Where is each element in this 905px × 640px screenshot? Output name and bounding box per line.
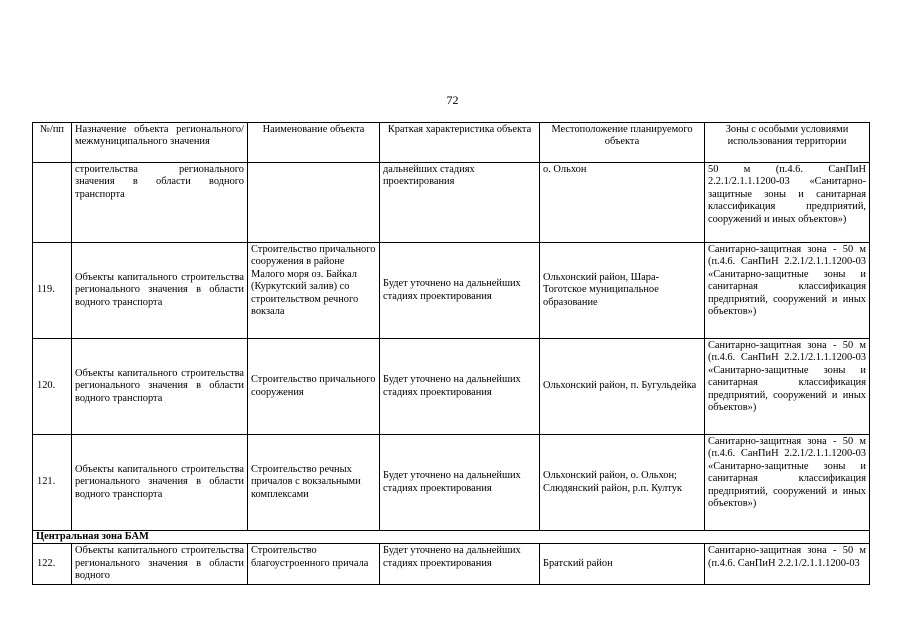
header-num: №/пп xyxy=(33,123,72,163)
cell-brief: дальнейших стадиях проектирования xyxy=(380,163,540,243)
cell-num: 119. xyxy=(33,243,72,339)
header-brief: Краткая характеристика объекта xyxy=(380,123,540,163)
cell-name: Строительство причального сооружения в районе Малого моря оз. Байкал (Куркутский залив) со строительством речного вокзала xyxy=(248,243,380,339)
cell-purpose: Объекты капитального строительства регионального значения в области водного транспорта xyxy=(72,435,248,531)
cell-num xyxy=(33,163,72,243)
table-row xyxy=(33,544,870,584)
cell-purpose: строительства регионального значения в области водного транспорта xyxy=(72,163,248,243)
table-row xyxy=(33,339,870,435)
cell-num: 120. xyxy=(33,339,72,435)
cell-brief: Будет уточнено на дальнейших стадиях проектирования xyxy=(380,544,540,584)
cell-name: Строительство благоустроенного причала xyxy=(248,544,380,584)
cell-name: Строительство причального сооружения xyxy=(248,339,380,435)
cell-brief: Будет уточнено на дальнейших стадиях проектирования xyxy=(380,435,540,531)
cell-location: Братский район xyxy=(540,544,705,584)
header-location: Местоположение планируемого объекта xyxy=(540,123,705,163)
cell-location: Ольхонский район, о. Ольхон; Слюдянский район, р.п. Култук xyxy=(540,435,705,531)
section-title: Центральная зона БАМ xyxy=(33,531,870,544)
cell-num: 121. xyxy=(33,435,72,531)
objects-table xyxy=(32,122,870,585)
header-name: Наименование объекта xyxy=(248,123,380,163)
cell-purpose: Объекты капитального строительства регионального значения в области водного транспорта xyxy=(72,339,248,435)
section-row xyxy=(33,531,870,544)
cell-location: Ольхонский район, Шара-Тоготское муниципальное образование xyxy=(540,243,705,339)
cell-brief: Будет уточнено на дальнейших стадиях проектирования xyxy=(380,243,540,339)
cell-zones: Санитарно-защитная зона - 50 м (п.4.6. СанПиН 2.2.1/2.1.1.1200-03 «Санитарно-защитные зоны и санитарная классификация предприятий, сооружений и иных объектов») xyxy=(705,435,870,531)
table-header-row xyxy=(33,123,870,163)
cell-zones: 50 м (п.4.6. СанПиН 2.2.1/2.1.1.1200-03 «Санитарно-защитные зоны и санитарная классификация предприятий, сооружений и иных объектов») xyxy=(705,163,870,243)
cell-location: Ольхонский район, п. Бугульдейка xyxy=(540,339,705,435)
cell-purpose: Объекты капитального строительства регионального значения в области водного xyxy=(72,544,248,584)
cell-purpose: Объекты капитального строительства регионального значения в области водного транспорта xyxy=(72,243,248,339)
cell-name: Строительство речных причалов с вокзальными комплексами xyxy=(248,435,380,531)
cell-brief: Будет уточнено на дальнейших стадиях проектирования xyxy=(380,339,540,435)
page-number: 72 xyxy=(446,93,459,107)
cell-zones: Санитарно-защитная зона - 50 м (п.4.6. СанПиН 2.2.1/2.1.1.1200-03 xyxy=(705,544,870,584)
header-purpose: Назначение объекта регионального/ межмуниципального значения xyxy=(72,123,248,163)
cell-num: 122. xyxy=(33,544,72,584)
table-row xyxy=(33,163,870,243)
table-row xyxy=(33,435,870,531)
table-row xyxy=(33,243,870,339)
cell-zones: Санитарно-защитная зона - 50 м (п.4.6. СанПиН 2.2.1/2.1.1.1200-03 «Санитарно-защитные зоны и санитарная классификация предприятий, сооружений и иных объектов») xyxy=(705,243,870,339)
header-zones: Зоны с особыми условиями использования территории xyxy=(705,123,870,163)
cell-zones: Санитарно-защитная зона - 50 м (п.4.6. СанПиН 2.2.1/2.1.1.1200-03 «Санитарно-защитные зоны и санитарная классификация предприятий, сооружений и иных объектов») xyxy=(705,339,870,435)
cell-name xyxy=(248,163,380,243)
cell-location: о. Ольхон xyxy=(540,163,705,243)
